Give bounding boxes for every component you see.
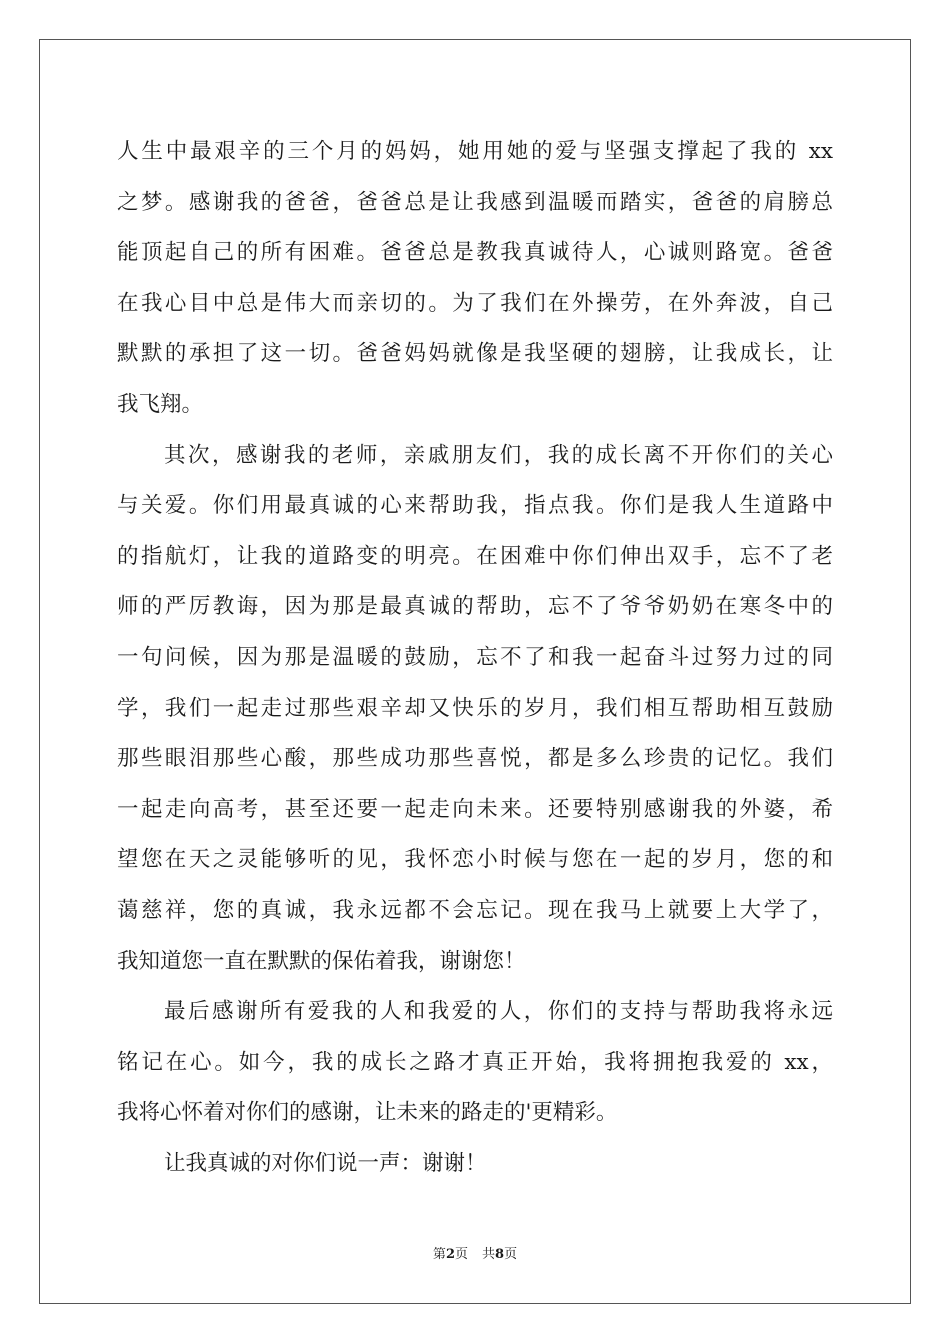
text-line: 一句问候，因为那是温暖的鼓励，忘不了和我一起奋斗过努力过的同 <box>117 644 833 670</box>
text-line: 一起走向高考，甚至还要一起走向未来。还要特别感谢我的外婆，希 <box>117 796 833 822</box>
page-prefix: 第 <box>432 1247 446 1262</box>
text-line: 我知道您一直在默默的保佑着我，谢谢您！ <box>117 948 526 974</box>
text-line: 我将心怀着对你们的感谢，让未来的路走的'更精彩。 <box>117 1100 618 1126</box>
page-number: 2 <box>445 1247 455 1262</box>
text-line: 默默的承担了这一切。爸爸妈妈就像是我坚硬的翅膀，让我成长，让 <box>117 341 833 367</box>
document-body <box>117 127 833 1189</box>
text-line: 之梦。感谢我的爸爸，爸爸总是让我感到温暖而踏实，爸爸的肩膀总 <box>117 189 833 215</box>
text-line: 人生中最艰辛的三个月的妈妈，她用她的爱与坚强支撑起了我的 xx <box>117 139 833 164</box>
page-suffix: 页 <box>454 1247 468 1262</box>
text-line: 蔼慈祥，您的真诚，我永远都不会忘记。现在我马上就要上大学了， <box>117 897 833 923</box>
text-line: 那些眼泪那些心酸，那些成功那些喜悦，都是多么珍贵的记忆。我们 <box>117 746 833 772</box>
text-line: 师的严厉教诲，因为那是最真诚的帮助，忘不了爷爷奶奶在寒冬中的 <box>117 594 833 620</box>
text-line: 学，我们一起走过那些艰辛却又快乐的岁月，我们相互帮助相互鼓励 <box>117 695 833 721</box>
paragraph-start-line: 最后感谢所有爱我的人和我爱的人，你们的支持与帮助我将永远 <box>164 999 833 1025</box>
text-line: 我飞翔。 <box>117 391 204 417</box>
text-line: 铭记在心。如今，我的成长之路才真正开始，我将拥抱我爱的 xx， <box>117 1049 833 1075</box>
text-line: 的指航灯，让我的道路变的明亮。在困难中你们伸出双手，忘不了老 <box>117 543 833 569</box>
text-line: 与关爱。你们用最真诚的心来帮助我，指点我。你们是我人生道路中 <box>117 493 833 519</box>
page-footer <box>0 1245 950 1265</box>
total-suffix: 页 <box>504 1247 518 1262</box>
total-pages: 8 <box>495 1247 505 1262</box>
paragraph-start-line: 让我真诚的对你们说一声：谢谢！ <box>164 1150 487 1176</box>
text-line: 望您在天之灵能够听的见，我怀恋小时候与您在一起的岁月，您的和 <box>117 847 833 873</box>
text-line: 在我心目中总是伟大而亲切的。为了我们在外操劳，在外奔波，自己 <box>117 290 833 316</box>
paragraph-start-line: 其次，感谢我的老师，亲戚朋友们，我的成长离不开你们的关心 <box>164 442 833 468</box>
text-line: 能顶起自己的所有困难。爸爸总是教我真诚待人，心诚则路宽。爸爸 <box>117 240 833 266</box>
total-prefix: 共 <box>482 1247 496 1262</box>
